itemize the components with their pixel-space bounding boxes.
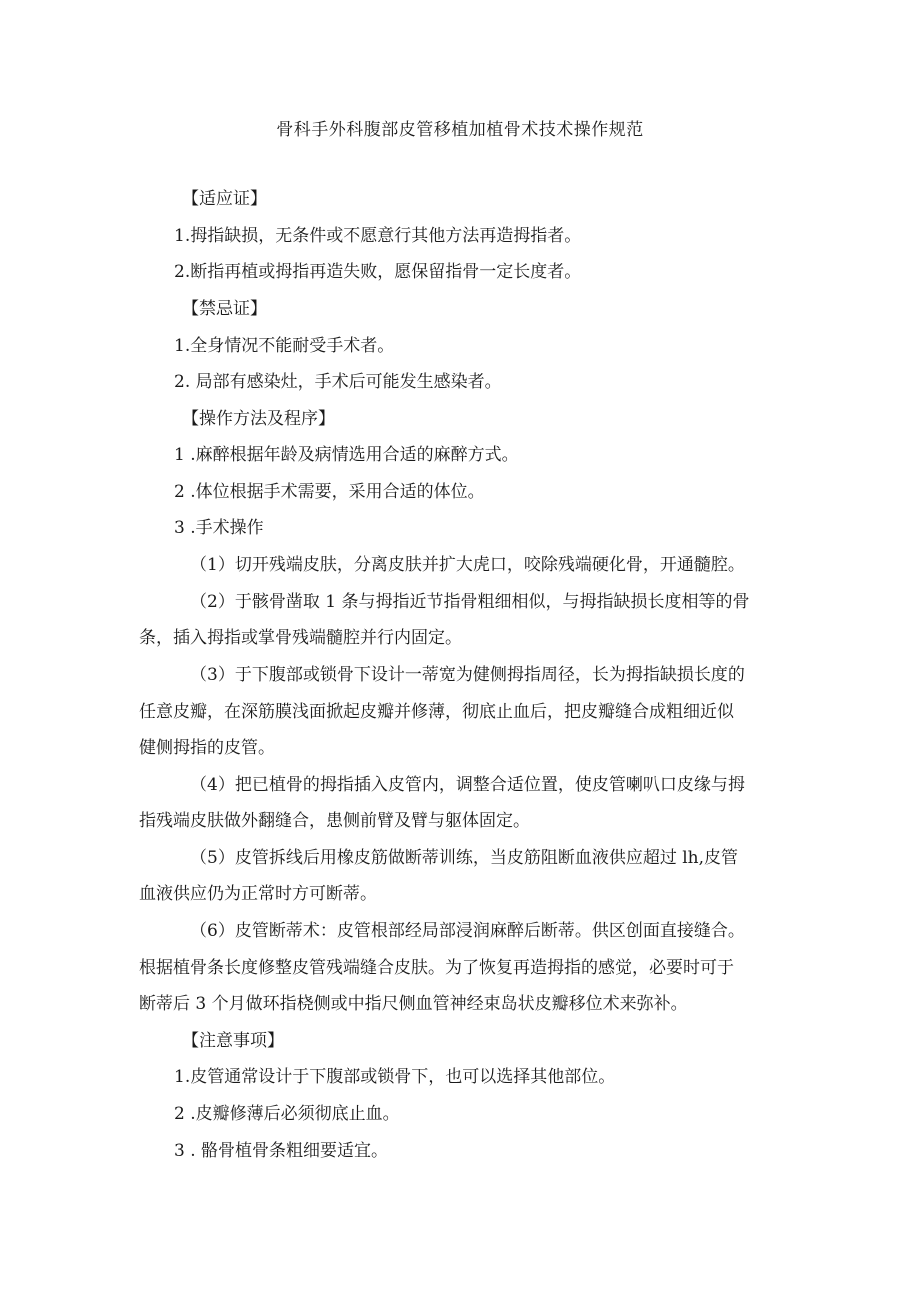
procedure-step-line: 根据植骨条长度修整皮管残端缝合皮肤。为了恢复再造拇指的感觉，必要时可于 (139, 958, 734, 978)
procedure-step-line: （1）切开残端皮肤，分离皮肤并扩大虎口，咬除残端硬化骨，开通髓腔。 (190, 555, 745, 575)
procedure-item: 1 .麻醉根据年龄及病情选用合适的麻醉方式。 (174, 445, 519, 465)
procedure-item: 3 .手术操作 (174, 518, 264, 538)
procedure-step-line: 条，插入拇指或掌骨残端髓腔并行内固定。 (139, 628, 462, 648)
contraindication-item: 1.全身情况不能耐受手术者。 (174, 336, 395, 356)
section-heading-procedure: 【操作方法及程序】 (182, 409, 335, 429)
note-item: 2 .皮瓣修薄后必须彻底止血。 (174, 1104, 400, 1124)
procedure-step-line: （6）皮管断蒂术：皮管根部经局部浸润麻醉后断蒂。供区创面直接缝合。 (190, 921, 745, 941)
document-title: 骨科手外科腹部皮管移植加植骨术技术操作规范 (276, 120, 644, 140)
section-heading-notes: 【注意事项】 (182, 1031, 284, 1051)
procedure-step-line: （2）于骸骨凿取 1 条与拇指近节指骨粗细相似，与拇指缺损长度相等的骨 (190, 592, 750, 612)
contraindication-item: 2. 局部有感染灶，手术后可能发生感染者。 (174, 372, 502, 392)
indication-item: 1.拇指缺损，无条件或不愿意行其他方法再造拇指者。 (174, 226, 582, 246)
procedure-step-line: 任意皮瓣，在深筋膜浅面掀起皮瓣并修薄，彻底止血后，把皮瓣缝合成粗细近似 (139, 702, 734, 722)
indication-item: 2.断指再植或拇指再造失败，愿保留指骨一定长度者。 (174, 262, 582, 282)
procedure-step-line: （3）于下腹部或锁骨下设计一蒂宽为健侧拇指周径，长为拇指缺损长度的 (190, 665, 745, 685)
note-item: 3 . 骼骨植骨条粗细要适宜。 (174, 1141, 389, 1161)
procedure-step-line: 断蒂后 3 个月做环指桡侧或中指尺侧血管神经束岛状皮瓣移位术来弥补。 (139, 994, 688, 1014)
procedure-item: 2 .体位根据手术需要，采用合适的体位。 (174, 482, 485, 502)
section-heading-contraindications: 【禁忌证】 (182, 299, 267, 319)
procedure-step-line: 健侧拇指的皮管。 (139, 738, 275, 758)
procedure-step-line: 指残端皮肤做外翻缝合，患侧前臂及臂与躯体固定。 (139, 811, 530, 831)
section-heading-indications: 【适应证】 (182, 189, 267, 209)
procedure-step-line: （5）皮管拆线后用橡皮筋做断蒂训练，当皮筋阻断血液供应超过 lh,皮管 (190, 848, 739, 868)
note-item: 1.皮管通常设计于下腹部或锁骨下，也可以选择其他部位。 (174, 1067, 616, 1087)
procedure-step-line: （4）把已植骨的拇指插入皮管内，调整合适位置，使皮管喇叭口皮缘与拇 (190, 775, 745, 795)
procedure-step-line: 血液供应仍为正常时方可断蒂。 (139, 884, 377, 904)
